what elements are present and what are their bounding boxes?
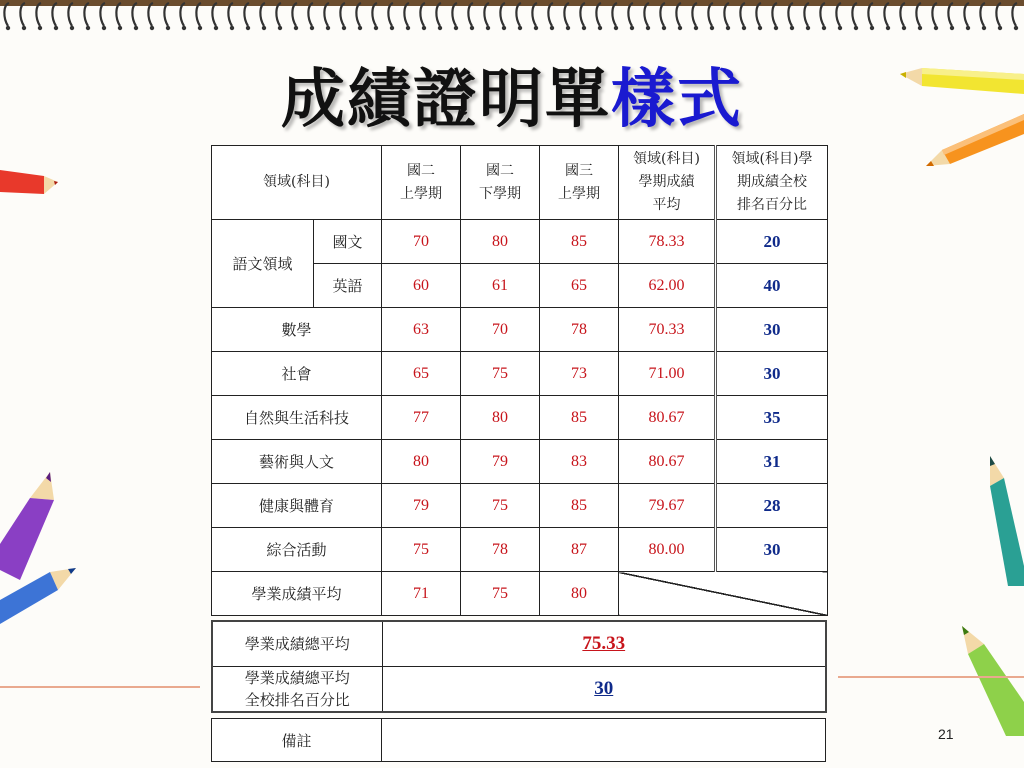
rank-percentile: 30 xyxy=(716,352,828,396)
table-row xyxy=(212,528,828,572)
remarks-label: 備註 xyxy=(212,719,382,762)
blue-pencil-icon xyxy=(0,566,78,626)
score-average: 71.00 xyxy=(619,352,716,396)
score-term3: 85 xyxy=(540,220,619,264)
score-term1: 77 xyxy=(382,396,461,440)
score-term3: 73 xyxy=(540,352,619,396)
green-pencil-icon xyxy=(960,626,1024,736)
table-row xyxy=(212,440,828,484)
table-row xyxy=(212,308,828,352)
total-average-row xyxy=(212,621,826,667)
score-term1: 80 xyxy=(382,440,461,484)
subject-name: 數學 xyxy=(212,308,382,352)
score-term3: 78 xyxy=(540,308,619,352)
header-term3: 國三 上學期 xyxy=(540,146,619,220)
score-term3: 85 xyxy=(540,484,619,528)
subject-name: 社會 xyxy=(212,352,382,396)
score-term3: 87 xyxy=(540,528,619,572)
score-average: 78.33 xyxy=(619,220,716,264)
score-term2: 79 xyxy=(461,440,540,484)
score-average: 80.67 xyxy=(619,396,716,440)
diagonal-empty-cell xyxy=(619,572,828,616)
score-average: 62.00 xyxy=(619,264,716,308)
table-row xyxy=(212,352,828,396)
rank-percentile: 28 xyxy=(716,484,828,528)
score-term3: 85 xyxy=(540,396,619,440)
decorative-line-right xyxy=(838,676,1024,678)
average-term1: 71 xyxy=(382,572,461,616)
total-rank-label: 學業成績總平均 全校排名百分比 xyxy=(212,667,382,713)
header-row xyxy=(212,146,828,220)
rank-percentile: 20 xyxy=(716,220,828,264)
score-term1: 65 xyxy=(382,352,461,396)
score-term2: 75 xyxy=(461,484,540,528)
score-term2: 80 xyxy=(461,396,540,440)
table-row xyxy=(212,220,828,264)
subject-name: 藝術與人文 xyxy=(212,440,382,484)
subject-name: 國文 xyxy=(314,220,382,264)
score-term3: 65 xyxy=(540,264,619,308)
score-average: 80.67 xyxy=(619,440,716,484)
score-term2: 70 xyxy=(461,308,540,352)
subject-name: 健康與體育 xyxy=(212,484,382,528)
score-term1: 70 xyxy=(382,220,461,264)
rank-percentile: 31 xyxy=(716,440,828,484)
title-black-part: 成績證明單 xyxy=(281,63,611,137)
score-term3: 83 xyxy=(540,440,619,484)
header-average: 領域(科目) 學期成績 平均 xyxy=(619,146,716,220)
purple-pencil-icon xyxy=(0,470,56,580)
score-term1: 63 xyxy=(382,308,461,352)
spiral-coils xyxy=(0,0,1024,36)
score-term2: 80 xyxy=(461,220,540,264)
rank-percentile: 35 xyxy=(716,396,828,440)
page-number: 21 xyxy=(938,726,954,742)
title-blue-part: 樣式 xyxy=(611,63,743,137)
slide-title xyxy=(0,48,1024,140)
remarks-table xyxy=(211,718,826,762)
rank-percentile: 30 xyxy=(716,528,828,572)
remarks-value xyxy=(382,719,826,762)
subject-name: 英語 xyxy=(314,264,382,308)
language-group-label: 語文領域 xyxy=(212,220,314,308)
average-term2: 75 xyxy=(461,572,540,616)
total-rank-value: 30 xyxy=(594,678,614,699)
score-average: 79.67 xyxy=(619,484,716,528)
rank-percentile: 40 xyxy=(716,264,828,308)
score-term1: 79 xyxy=(382,484,461,528)
score-average: 70.33 xyxy=(619,308,716,352)
score-average: 80.00 xyxy=(619,528,716,572)
summary-table xyxy=(211,620,827,713)
red-pencil-icon xyxy=(0,160,60,200)
total-average-value: 75.33 xyxy=(582,633,626,654)
rank-percentile: 30 xyxy=(716,308,828,352)
score-term1: 60 xyxy=(382,264,461,308)
score-term1: 75 xyxy=(382,528,461,572)
total-rank-row xyxy=(212,667,826,713)
total-average-cell xyxy=(382,621,826,667)
score-term2: 75 xyxy=(461,352,540,396)
header-term2: 國二 下學期 xyxy=(461,146,540,220)
subject-name: 綜合活動 xyxy=(212,528,382,572)
average-row xyxy=(212,572,828,616)
header-rank: 領域(科目)學 期成績全校 排名百分比 xyxy=(716,146,828,220)
header-domain: 領域(科目) xyxy=(212,146,382,220)
average-term3: 80 xyxy=(540,572,619,616)
score-term2: 78 xyxy=(461,528,540,572)
remarks-row xyxy=(212,719,826,762)
total-average-label: 學業成績總平均 xyxy=(212,621,382,667)
header-term1: 國二 上學期 xyxy=(382,146,461,220)
average-label: 學業成績平均 xyxy=(212,572,382,616)
total-rank-cell xyxy=(382,667,826,713)
teal-pencil-icon xyxy=(986,456,1024,586)
table-row xyxy=(212,396,828,440)
table-row xyxy=(212,484,828,528)
grades-table xyxy=(211,145,828,616)
score-term2: 61 xyxy=(461,264,540,308)
spiral-binding xyxy=(0,0,1024,36)
decorative-line-left xyxy=(0,686,200,688)
subject-name: 自然與生活科技 xyxy=(212,396,382,440)
